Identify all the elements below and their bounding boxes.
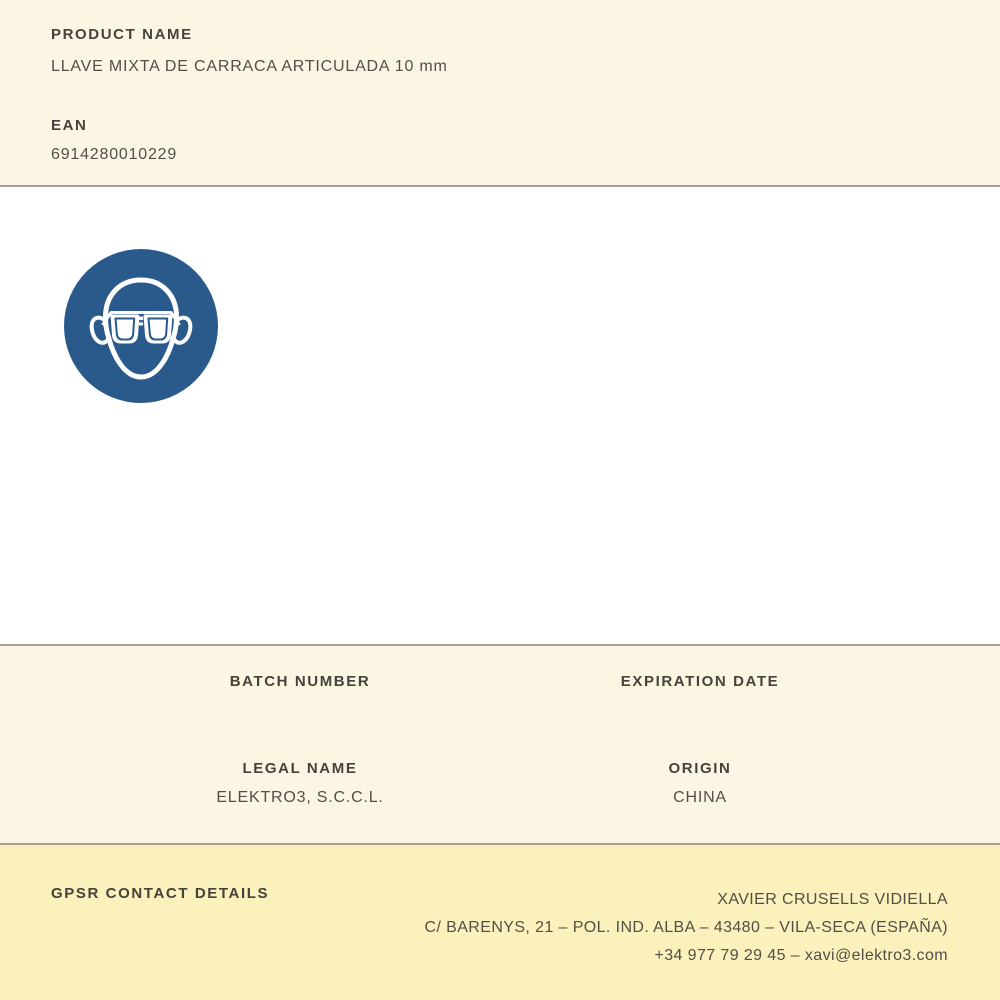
pictogram-section bbox=[0, 187, 1000, 644]
ean-label: EAN bbox=[51, 117, 88, 134]
wear-eye-protection-icon bbox=[64, 249, 218, 403]
origin-value: CHINA bbox=[673, 789, 727, 806]
gpsr-contact-section bbox=[0, 845, 1000, 1000]
batch-number-label: BATCH NUMBER bbox=[229, 673, 371, 690]
ean-value: 6914280010229 bbox=[51, 146, 178, 163]
contact-address: C/ BARENYS, 21 – POL. IND. ALBA – 43480 – VILA-SECA (ESPAÑA) bbox=[424, 919, 948, 936]
gpsr-contact-details bbox=[425, 886, 949, 970]
contact-name: XAVIER CRUSELLS VIDIELLA bbox=[717, 891, 948, 908]
gpsr-contact-label: GPSR CONTACT DETAILS bbox=[51, 885, 270, 902]
product-name-label: PRODUCT NAME bbox=[51, 26, 193, 43]
product-header-section bbox=[0, 0, 1000, 185]
product-name-value: LLAVE MIXTA DE CARRACA ARTICULADA 10 mm bbox=[51, 58, 448, 75]
legal-name-value: ELEKTRO3, S.C.C.L. bbox=[216, 789, 384, 806]
details-section bbox=[0, 646, 1000, 843]
contact-phone-email: +34 977 79 29 45 – xavi@elektro3.com bbox=[654, 947, 948, 964]
origin-label: ORIGIN bbox=[668, 760, 732, 777]
legal-name-label: LEGAL NAME bbox=[242, 760, 358, 777]
expiration-date-label: EXPIRATION DATE bbox=[620, 673, 780, 690]
